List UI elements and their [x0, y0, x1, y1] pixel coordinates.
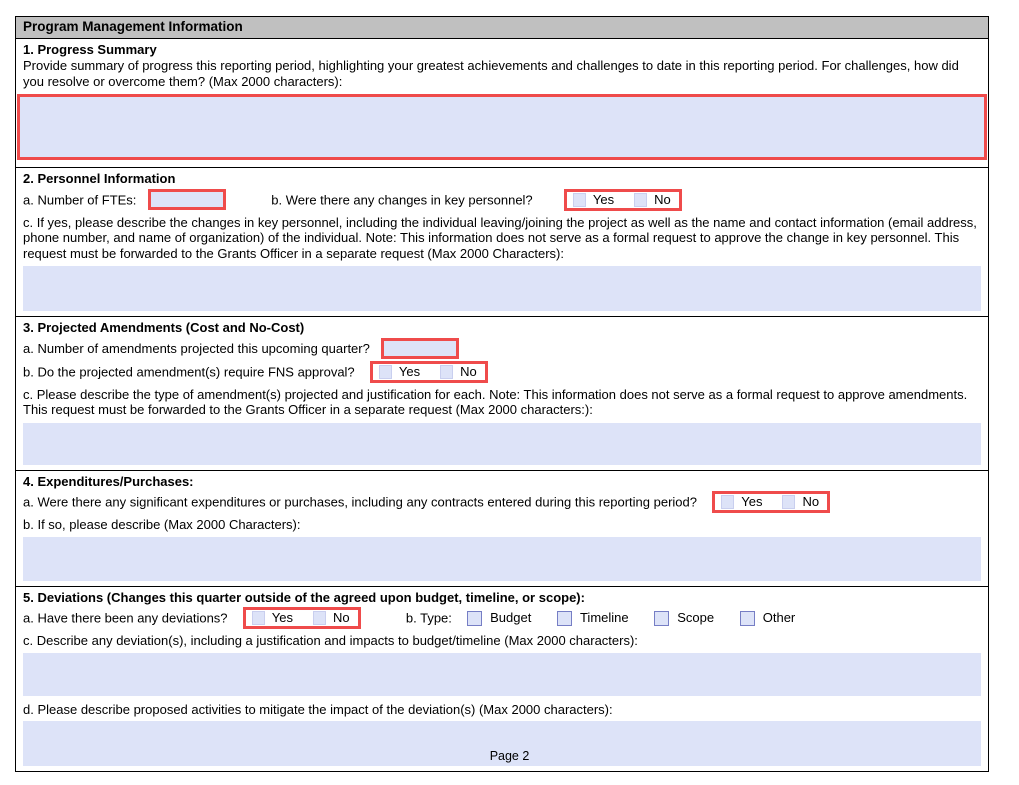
amendments-count-input[interactable] — [381, 338, 459, 359]
type-timeline-checkbox[interactable] — [557, 611, 572, 626]
fte-label: a. Number of FTEs: — [23, 191, 137, 207]
section-4-describe-label: b. If so, please describe (Max 2000 Characters): — [23, 517, 301, 532]
personnel-changes-textarea[interactable] — [23, 266, 981, 311]
fns-approval-label: b. Do the projected amendment(s) require FNS approval? — [23, 363, 355, 379]
expenditures-label: a. Were there any significant expenditures or purchases, including any contracts entered during this reporting period? — [23, 494, 697, 510]
section-1-description: Provide summary of progress this reporting period, highlighting your greatest achievements and challenges to date in this reporting period. For challenges, how did you resolve or overcome them? (Max 2000 characters): — [23, 58, 959, 89]
type-budget-label: Budget — [490, 610, 532, 626]
section-5-title: 5. Deviations (Changes this quarter outside of the agreed upon budget, timeline, or scope): — [23, 589, 585, 605]
form-title: Program Management Information — [16, 17, 988, 39]
expenditures-describe-textarea[interactable] — [23, 537, 981, 581]
type-scope-checkbox[interactable] — [654, 611, 669, 626]
section-5-describe-label: c. Describe any deviation(s), including a justification and impacts to budget/timeline (Max 2000 characters): — [23, 633, 638, 648]
section-3-title: 3. Projected Amendments (Cost and No-Cost) — [23, 320, 305, 335]
progress-summary-textarea[interactable] — [17, 94, 987, 160]
fns-approval-yesno-group[interactable] — [370, 361, 488, 383]
key-personnel-yesno-group[interactable] — [564, 189, 682, 211]
type-timeline-label: Timeline — [579, 610, 629, 626]
no-label: No — [333, 610, 350, 626]
section-1-title: 1. Progress Summary — [23, 41, 157, 57]
fns-approval-no-checkbox[interactable] — [440, 365, 453, 379]
no-label: No — [802, 494, 820, 510]
key-personnel-yes-checkbox[interactable] — [573, 193, 586, 207]
section-2-title: 2. Personnel Information — [23, 171, 176, 186]
section-3-describe-label: c. Please describe the type of amendment(s) projected and justification for each. Note: This information does not serve as a formal request to approve amendments. This request must be forwarded to the Grants Officer in a separate request (Max 2000 characters:): — [23, 386, 968, 417]
deviations-no-checkbox[interactable] — [313, 611, 326, 625]
type-other-label: Other — [762, 610, 796, 626]
section-5-mitigate-label: d. Please describe proposed activities to mitigate the impact of the deviation(s) (Max 2000 characters): — [23, 701, 613, 717]
section-personnel-information — [16, 167, 988, 316]
section-progress-summary — [16, 39, 988, 168]
yes-label: Yes — [271, 610, 293, 626]
yes-label: Yes — [592, 191, 615, 207]
yes-label: Yes — [398, 363, 421, 379]
type-budget-checkbox[interactable] — [467, 611, 482, 626]
program-management-form — [15, 16, 989, 772]
deviations-label: a. Have there been any deviations? — [23, 610, 228, 626]
no-label: No — [460, 363, 477, 379]
deviations-yesno-group[interactable] — [243, 607, 361, 629]
fns-approval-yes-checkbox[interactable] — [379, 365, 392, 379]
section-deviations — [16, 586, 988, 772]
section-projected-amendments — [16, 316, 988, 470]
fte-input[interactable] — [148, 189, 226, 210]
expenditures-no-checkbox[interactable] — [782, 495, 795, 509]
expenditures-yes-checkbox[interactable] — [721, 495, 734, 509]
key-personnel-changes-label: b. Were there any changes in key personnel? — [271, 191, 533, 207]
deviation-type-label: b. Type: — [405, 610, 452, 626]
expenditures-yesno-group[interactable] — [712, 491, 830, 513]
section-4-title: 4. Expenditures/Purchases: — [23, 473, 194, 489]
deviations-yes-checkbox[interactable] — [252, 611, 265, 625]
no-label: No — [654, 191, 671, 207]
section-expenditures-purchases — [16, 470, 988, 586]
deviations-describe-textarea[interactable] — [23, 653, 981, 696]
page-number: Page 2 — [489, 749, 530, 763]
type-scope-label: Scope — [677, 610, 715, 626]
amendments-count-label: a. Number of amendments projected this upcoming quarter? — [23, 340, 370, 356]
amendments-describe-textarea[interactable] — [23, 423, 981, 465]
type-other-checkbox[interactable] — [740, 611, 755, 626]
key-personnel-no-checkbox[interactable] — [634, 193, 647, 207]
section-2-describe-label: c. If yes, please describe the changes in key personnel, including the individual leaving/joining the project as well as the name and contact information (email address, phone number, and name of organization) of the individual. Note: This information does not serve as a formal request to approve the change in key personnel. This request must be forwarded to the Grants Officer in a separate request (Max 2000 Characters): — [23, 214, 977, 261]
yes-label: Yes — [741, 494, 763, 510]
